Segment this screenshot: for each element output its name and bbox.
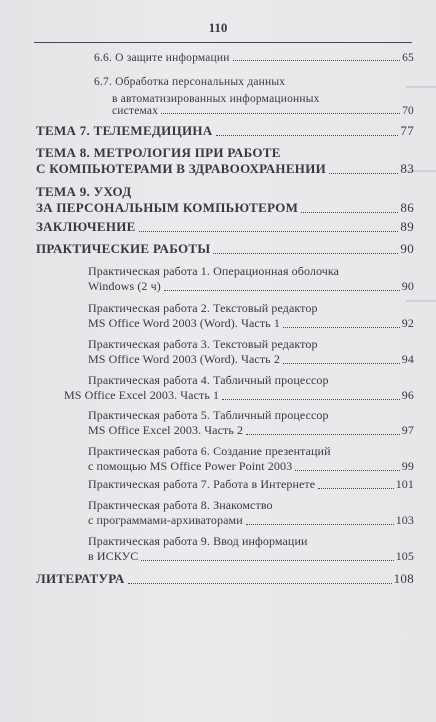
- toc-entry-title: Практическая работа 7. Работа в Интернете: [88, 477, 316, 491]
- toc-entry-work-7[interactable]: [88, 477, 414, 492]
- toc-entry-practical-works[interactable]: [36, 241, 414, 257]
- toc-entry-title-cont: ЗА ПЕРСОНАЛЬНЫМ КОМПЬЮТЕРОМ: [36, 200, 299, 215]
- leader-dots: [318, 487, 393, 489]
- leader-dots: [139, 230, 399, 232]
- leader-dots: [216, 134, 399, 136]
- toc-page-number: 94: [401, 352, 414, 366]
- toc-entry-title: Практическая работа 6. Создание презентаций: [88, 444, 331, 458]
- page-number: 110: [208, 20, 228, 35]
- leader-dots: [329, 172, 398, 174]
- toc-page-number: 108: [393, 571, 414, 586]
- toc-entry-title-cont: с программами-архиваторами: [88, 513, 243, 527]
- toc-entry-title-cont: в автоматизированных информационных: [112, 93, 320, 105]
- leader-dots: [161, 112, 400, 114]
- toc-page-number: 99: [401, 459, 414, 473]
- toc-entry-work-5[interactable]: [88, 405, 414, 438]
- leader-dots: [283, 326, 400, 328]
- toc-page-number: 86: [400, 200, 414, 215]
- toc-entry-title-cont: системах: [112, 105, 159, 117]
- leader-dots: [246, 433, 400, 435]
- toc-entry-title: Практическая работа 4. Табличный процессор: [88, 373, 329, 387]
- leader-dots: [213, 252, 398, 254]
- toc-entry-title: ПРАКТИЧЕСКИЕ РАБОТЫ: [36, 241, 211, 256]
- toc-page-number: 77: [400, 123, 414, 138]
- toc-entry-work-1[interactable]: [88, 261, 414, 294]
- toc-page-number: 90: [400, 241, 414, 256]
- leader-dots: [141, 559, 393, 561]
- toc-entry-title-cont: MS Office Excel 2003. Часть 2: [88, 423, 244, 437]
- leader-dots: [128, 582, 392, 584]
- toc-page-number: 65: [402, 52, 414, 64]
- toc-entry-6-6[interactable]: [94, 52, 414, 64]
- toc-entry-title-cont: MS Office Word 2003 (Word). Часть 1: [88, 316, 280, 330]
- toc-entry-title: Практическая работа 9. Ввод информации: [88, 534, 308, 548]
- toc-page-number: 90: [401, 279, 414, 293]
- leader-dots: [283, 362, 400, 364]
- toc-page-number: 96: [401, 388, 414, 402]
- toc-page-number: 97: [401, 423, 414, 437]
- toc-entry-title: ЛИТЕРАТУРА: [36, 571, 125, 586]
- leader-dots: [301, 211, 398, 213]
- toc-entry-title: Практическая работа 8. Знакомство: [88, 498, 273, 512]
- toc-page-number: 70: [402, 105, 414, 117]
- leader-dots: [233, 59, 400, 61]
- toc-entry-topic-7[interactable]: [36, 123, 414, 139]
- toc-entry-topic-9[interactable]: [36, 182, 414, 216]
- toc-entry-title-cont: MS Office Word 2003 (Word). Часть 2: [88, 352, 280, 366]
- toc-entry-work-6[interactable]: [88, 441, 414, 474]
- toc-entry-title-cont: с помощью MS Office Power Point 2003: [88, 459, 293, 473]
- toc-entry-title: Практическая работа 2. Текстовый редактор: [88, 301, 318, 315]
- toc-page-number: 103: [395, 513, 414, 527]
- toc-page-number: 83: [400, 161, 414, 176]
- toc-entry-title: Практическая работа 1. Операционная оболочка: [88, 264, 340, 278]
- toc-entry-title: 6.6. О защите информации: [94, 52, 230, 64]
- leader-dots: [222, 398, 400, 400]
- toc-entry-work-4[interactable]: [64, 370, 414, 403]
- toc-entry-title-cont: Windows (2 ч): [88, 279, 161, 293]
- toc-entry-work-3[interactable]: [88, 334, 414, 367]
- toc-entry-work-9[interactable]: [88, 531, 414, 564]
- toc-entry-work-8[interactable]: [88, 495, 414, 528]
- toc-entry-title-cont: С КОМПЬЮТЕРАМИ В ЗДРАВООХРАНЕНИИ: [36, 161, 327, 176]
- toc-entry-title: Практическая работа 5. Табличный процессор: [88, 408, 329, 422]
- toc-page-number: 89: [400, 219, 414, 234]
- leader-dots: [295, 469, 400, 471]
- toc-entry-title-cont: в ИСКУС: [88, 549, 139, 563]
- toc-page-number: 92: [401, 316, 414, 330]
- toc-page-number: 105: [395, 549, 414, 563]
- toc-entry-topic-8[interactable]: [36, 143, 414, 177]
- toc-entry-6-7[interactable]: [94, 71, 414, 117]
- toc-entry-literature[interactable]: [36, 571, 414, 587]
- toc-entry-title: ТЕМА 7. ТЕЛЕМЕДИЦИНА: [36, 123, 213, 138]
- toc-entry-title: ТЕМА 9. УХОД: [36, 184, 132, 199]
- toc-entry-conclusion[interactable]: [36, 219, 414, 235]
- leader-dots: [246, 523, 394, 525]
- toc-entry-work-2[interactable]: [88, 298, 414, 331]
- toc-entry-title: ТЕМА 8. МЕТРОЛОГИЯ ПРИ РАБОТЕ: [36, 145, 281, 160]
- toc-entry-title: Практическая работа 3. Текстовый редактор: [88, 337, 318, 351]
- toc-entry-title: 6.7. Обработка персональных данных: [94, 76, 286, 88]
- leader-dots: [164, 289, 400, 291]
- toc-page-number: 101: [395, 477, 414, 491]
- toc-entry-title-cont: MS Office Excel 2003. Часть 1: [64, 388, 220, 402]
- toc-entry-title: ЗАКЛЮЧЕНИЕ: [36, 219, 136, 234]
